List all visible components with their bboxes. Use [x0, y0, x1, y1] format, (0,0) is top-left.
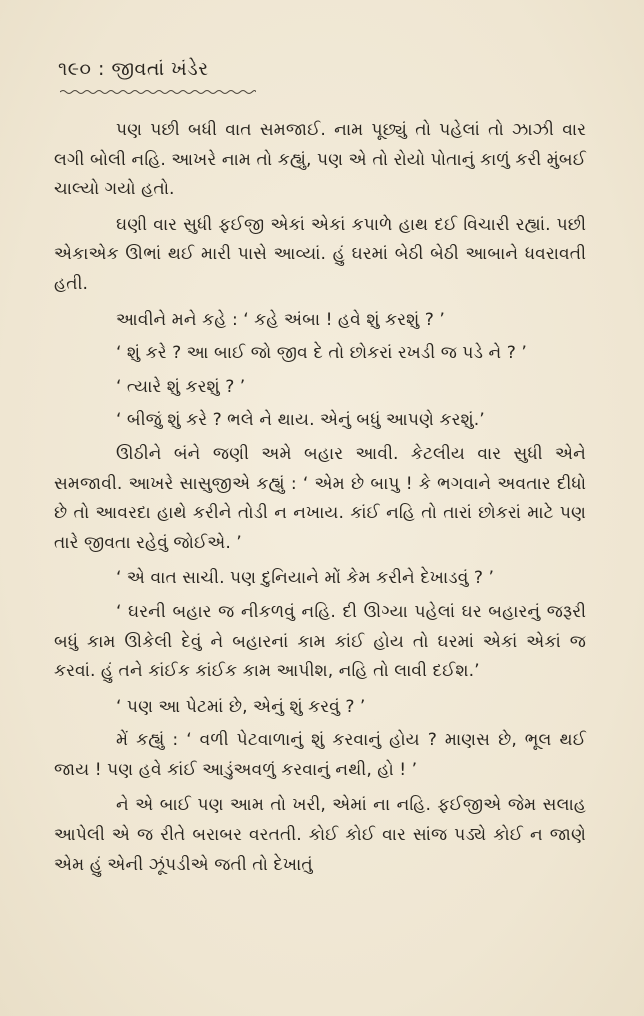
dialogue-line: ‘ એ વાત સાચી. પણ દુનિયાને મોં કેમ કરીને દેખાડવું ? ’ [116, 568, 494, 589]
dialogue-line: આવીને મને કહે : ‘ કહે અંબા ! હવે શું કરશું ? ’ [116, 309, 445, 330]
paragraph: ને એ બાઈ પણ આમ તો ખરી, એમાં ના નહિ. ફઈજીએ જેમ સલાહ આપેલી એ જ રીતે બરાબર વરતતી. કોઈ કોઈ વાર સાંજ પડ્યે કોઈ ન જાણે એમ હું એની ઝૂંપડીએ જતી તો દેખાતું [54, 795, 586, 875]
paragraph: મેં કહ્યું : ‘ વળી પેટવાળાનું શું કરવાનું હોય ? માણસ છે, ભૂલ થઈ જાય ! પણ હવે કાંઈ આડુંઅવળું કરવાનું નથી, હો ! ’ [54, 730, 586, 780]
dialogue-line: ‘ બીજું શું કરે ? ભલે ને થાય. એનું બધું આપણે કરશું.’ [116, 410, 485, 431]
dialogue-line: ‘ પણ આ પેટમાં છે, એનું શું કરવું ? ’ [116, 696, 366, 717]
header-separator: : [98, 58, 105, 80]
paragraph: ‘ ઘરની બહાર જ નીકળવું નહિ. દી ઊગ્યા પહેલાં ઘર બહારનું જરૂરી બધું કામ ઊકેલી દેવું ને બહારનાં કામ કાંઈ હોય તો ઘરમાં એકાં એકાં જ કરવાં. હું તને કાંઈક કાંઈક કામ આપીશ, નહિ તો લાવી દઈશ.’ [54, 601, 586, 682]
paragraph: પણ પછી બધી વાત સમજાઈ. નામ પૂછ્યું તો પહેલાં તો ઝાઝી વાર લગી બોલી નહિ. આખરે નામ તો કહ્યું, પણ એ તો રોયો પોતાનું કાળું કરી મુંબઈ ચાલ્યો ગયો હતો. [54, 120, 586, 200]
paragraph: ઊઠીને બંને જણી અમે બહાર આવી. કેટલીય વાર સુધી એને સમજાવી. આખરે સાસુજીએ કહ્યું : ‘ એમ છે બાપુ ! કે ભગવાને અવતાર દીધો છે તો આવરદા હાથે કરીને તોડી ન નખાય. કાંઈ નહિ તો તારાં છોકરાં માટે પણ તારે જીવતા રહેવું જોઈએ. ’ [54, 443, 586, 553]
dialogue-line: ‘ શું કરે ? આ બાઈ જો જીવ દે તો છોકરાં રખડી જ પડે ને ? ’ [116, 343, 527, 364]
page-header [58, 58, 209, 80]
dialogue-line: ‘ ત્યારે શું કરશું ? ’ [116, 376, 246, 397]
paragraph: ઘણી વાર સુધી ફઈજી એકાં એકાં કપાળે હાથ દઈ વિચારી રહ્યાં. પછી એકાએક ઊભાં થઈ મારી પાસે આવ્યાં. હું ઘરમાં બેઠી બેઠી આબાને ધવરાવતી હતી. [54, 214, 586, 294]
body-text [54, 116, 586, 886]
page-number: ૧૯૦ [58, 58, 92, 80]
header-wavy-rule [60, 89, 256, 95]
running-title: જીવતાં ખંડેર [111, 58, 209, 80]
